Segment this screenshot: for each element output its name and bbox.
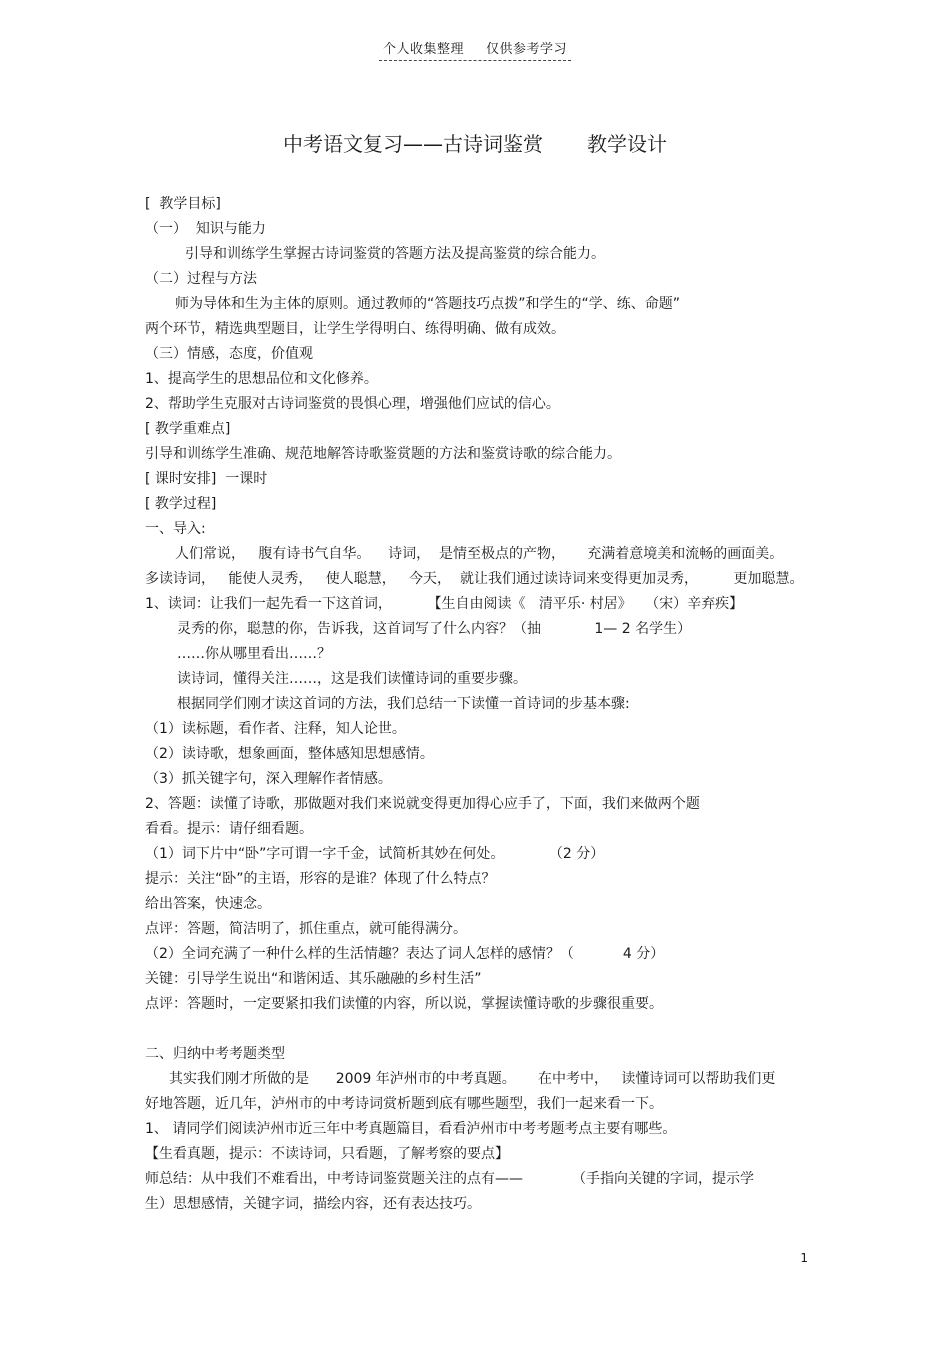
- text-line: 好地答题，近几年，泸州市的中考诗词赏析题到底有哪些题型，我们一起来看一下。: [145, 1096, 663, 1112]
- text-line: （2）全词充满了一种什么样的生活情趣？表达了词人怎样的感情？（ 4 分）: [145, 946, 665, 962]
- text-line: 引导和训练学生准确、规范地解答诗歌鉴赏题的方法和鉴赏诗歌的综合能力。: [145, 446, 621, 462]
- document-title: [0, 128, 950, 157]
- text-line: 一、导入:: [145, 521, 206, 537]
- text-line: 给出答案，快速念。: [145, 896, 271, 912]
- text-line: 看看。提示：请仔细看题。: [145, 821, 313, 837]
- page-number: 1: [800, 1251, 808, 1265]
- text-line: 师为导体和生为主体的原则。通过教师的“答题技巧点拨”和学生的“学、练、命题”: [175, 296, 681, 312]
- text-line: 关键：引导学生说出“和谐闲适、其乐融融的乡村生活”: [145, 971, 482, 987]
- text-line: （2）读诗歌，想象画面，整体感知思想感情。: [145, 746, 434, 762]
- text-line: 灵秀的你，聪慧的你，告诉我，这首词写了什么内容？（抽 1— 2 名学生）: [177, 621, 692, 637]
- text-line: 【生看真题，提示：不读诗词，只看题，了解考察的要点】: [145, 1146, 509, 1162]
- text-line: 多读诗词， 能使人灵秀， 使人聪慧， 今天， 就让我们通过读诗词来变得更加灵秀， 更加聪慧。: [145, 571, 804, 587]
- header-right: 仅供参考学习: [486, 42, 568, 57]
- text-line: （二）过程与方法: [145, 271, 257, 287]
- text-line: [ 课时安排] 一课时: [145, 471, 268, 487]
- text-line: 读诗词，懂得关注……，这是我们读懂诗词的重要步骤。: [177, 671, 527, 687]
- text-line: 二、归纳中考考题类型: [145, 1046, 285, 1062]
- title-main: 中考语文复习——古诗词鉴赏: [283, 132, 543, 156]
- text-line: ……你从哪里看出……？: [177, 646, 331, 662]
- text-line: 生）思想感情，关键字词，描绘内容，还有表达技巧。: [145, 1196, 481, 1212]
- text-line: [ 教学目标]: [145, 196, 221, 212]
- page-header: [0, 38, 950, 61]
- text-line: 1、提高学生的思想品位和文化修养。: [145, 371, 378, 387]
- text-line: 2、帮助学生克服对古诗词鉴赏的畏惧心理，增强他们应试的信心。: [145, 396, 560, 412]
- text-line: [ 教学过程]: [145, 496, 217, 512]
- text-line: 引导和训练学生掌握古诗词鉴赏的答题方法及提高鉴赏的综合能力。: [185, 246, 605, 262]
- text-line: 1、读词：让我们一起先看一下这首词， 【生自由阅读《 清平乐· 村居》 （宋）辛弃疾】: [145, 596, 744, 612]
- text-line: （三）情感，态度，价值观: [145, 346, 313, 362]
- text-line: 其实我们刚才所做的是 2009 年泸州市的中考真题。 在中考中， 读懂诗词可以帮助我们更: [169, 1071, 776, 1087]
- title-sub: 教学设计: [587, 132, 667, 156]
- header-left: 个人收集整理: [382, 42, 464, 57]
- text-line: （1）读标题，看作者、注释，知人论世。: [145, 721, 406, 737]
- header-text: [379, 38, 571, 61]
- text-line: 两个环节，精选典型题目，让学生学得明白、练得明确、做有成效。: [145, 321, 565, 337]
- text-line: 提示：关注“卧”的主语，形容的是谁？体现了什么特点？: [145, 871, 496, 887]
- text-line: 师总结：从中我们不难看出，中考诗词鉴赏题关注的点有—— （手指向关键的字词，提示学: [145, 1171, 754, 1187]
- text-line: （1）词下片中“卧”字可谓一字千金，试简析其妙在何处。 （2 分）: [145, 846, 605, 862]
- text-line: 点评：答题时，一定要紧扣我们读懂的内容，所以说，掌握读懂诗歌的步骤很重要。: [145, 996, 663, 1012]
- text-line: 根据同学们刚才读这首词的方法，我们总结一下读懂一首诗词的步基本骤:: [177, 696, 630, 712]
- text-line: 2、答题：读懂了诗歌，那做题对我们来说就变得更加得心应手了，下面，我们来做两个题: [145, 796, 700, 812]
- text-line: （一） 知识与能力: [145, 221, 266, 237]
- text-line: （3）抓关键字句，深入理解作者情感。: [145, 771, 392, 787]
- text-line: [ 教学重难点]: [145, 421, 231, 437]
- text-line: 1、 请同学们阅读泸州市近三年中考真题篇目，看看泸州市中考考题考点主要有哪些。: [145, 1121, 677, 1137]
- text-line: 人们常说， 腹有诗书气自华。 诗词， 是情至极点的产物， 充满着意境美和流畅的画面美。: [175, 546, 784, 562]
- text-line: 点评：答题，简洁明了，抓住重点，就可能得满分。: [145, 921, 467, 937]
